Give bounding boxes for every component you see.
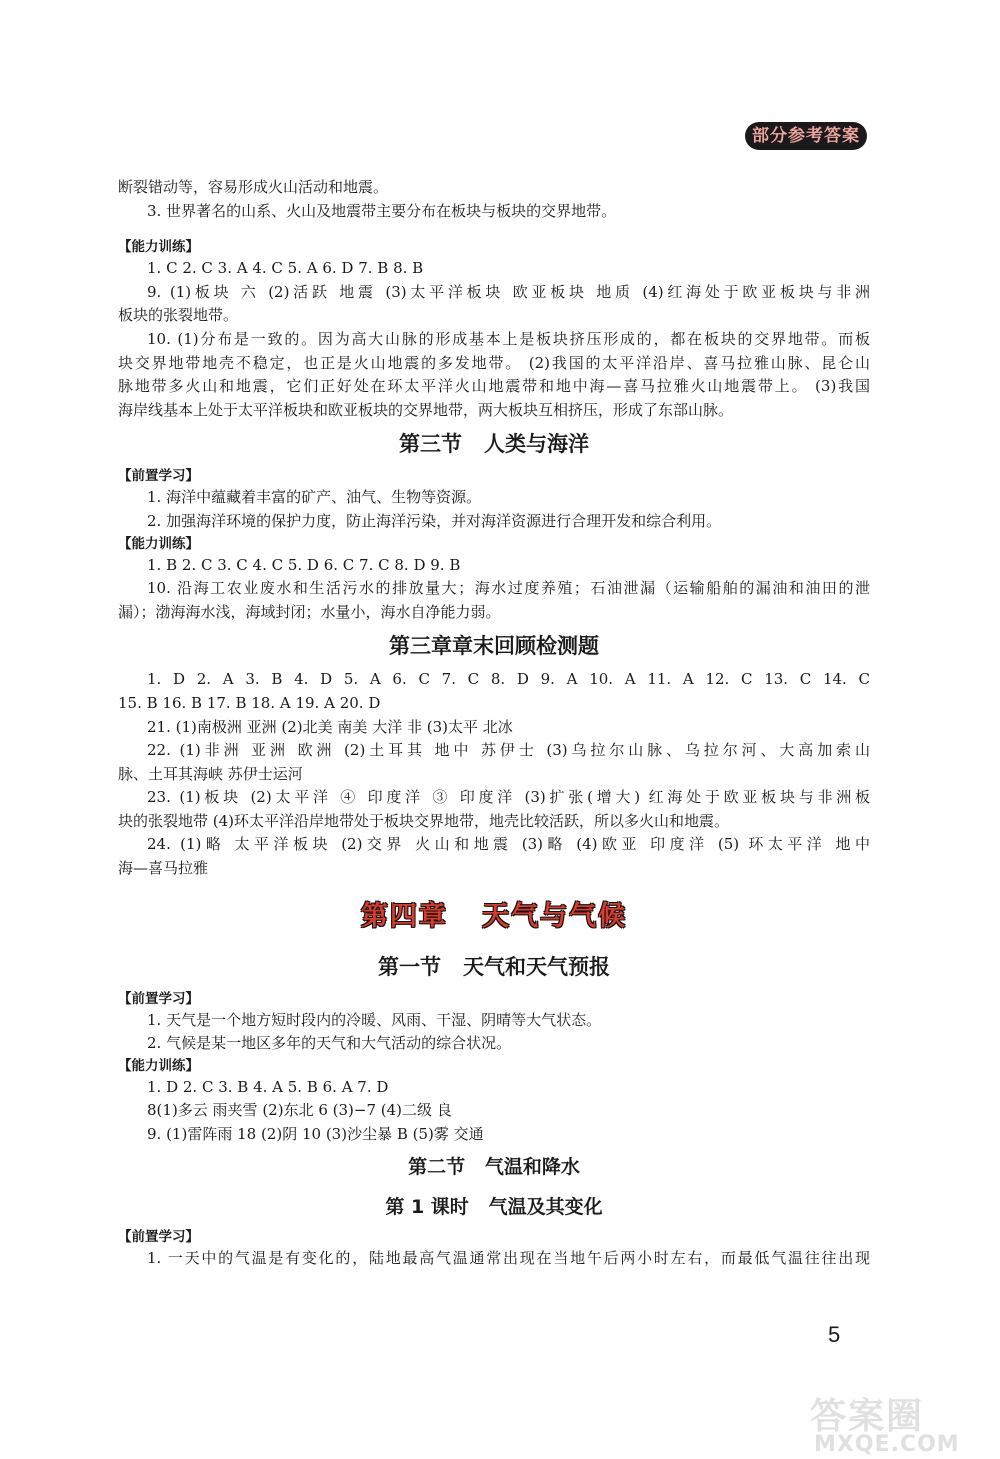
answer-line: 海岸线基本上处于太平洋板块和欧亚板块的交界地带，两大板块互相挤压，形成了东部山脉。 <box>118 400 734 419</box>
answer-line: 1. 一天中的气温是有变化的，陆地最高气温通常出现在当地午后两小时左右，而最低气温往往出现 <box>147 1248 870 1267</box>
section-heading: 第二节 气温和降水 <box>408 1155 580 1178</box>
answer-line: 板块的张裂地带。 <box>118 306 239 325</box>
page-content <box>118 176 870 1270</box>
section-heading: 第一节 天气和天气预报 <box>378 954 610 979</box>
section-tag: 【能力训练】 <box>118 1057 199 1074</box>
answer-line: 10. (1)分布是一致的。因为高大山脉的形成基本上是板块挤压形成的，都在板块的交界地带。而板 <box>147 329 870 348</box>
section-heading: 第三章章末回顾检测题 <box>389 634 599 659</box>
answer-line: 23. (1)板块 (2)太平洋 ④ 印度洋 ③ 印度洋 (3)扩张(增大) 红海处于欧亚板块与非洲板 <box>147 788 870 807</box>
answer-line: 15. B 16. B 17. B 18. A 19. A 20. D <box>118 693 381 712</box>
section-tag: 【能力训练】 <box>118 239 199 256</box>
answer-line: 9. (1)板块 六 (2)活跃 地震 (3)太平洋板块 欧亚板块 地质 (4)红海处于欧亚板块与非洲 <box>147 282 870 301</box>
chapter-heading: 第四章 天气与气候 <box>360 900 628 932</box>
section-tag: 【前置学习】 <box>118 990 199 1007</box>
section-heading: 第三节 人类与海洋 <box>399 432 589 457</box>
answer-line: 1. D 2. A 3. B 4. D 5. A 6. C 7. C 8. D 9. A 10. A 11. A 12. C 13. C 14. C <box>147 670 870 689</box>
watermark-logo-text: 答案圈 <box>810 1396 925 1437</box>
section-tag: 【能力训练】 <box>118 535 199 552</box>
page-number: 5 <box>828 1322 841 1347</box>
answer-key-badge: 部分参考答案 <box>745 122 867 150</box>
answer-line: 1. D 2. C 3. B 4. A 5. B 6. A 7. D <box>147 1077 389 1096</box>
answer-line: 块交界地带地壳不稳定，也正是火山地震的多发地带。 (2)我国的太平洋沿岸、喜马拉雅山脉、昆仑山 <box>118 353 870 372</box>
paragraph-line: 断裂错动等，容易形成火山活动和地震。 <box>118 178 389 196</box>
section-tag: 【前置学习】 <box>118 468 199 485</box>
answer-line: 2. 气候是某一地区多年的天气和大气活动的综合状况。 <box>147 1034 512 1053</box>
answer-line: 8(1)多云 雨夹雪 (2)东北 6 (3)−7 (4)二级 良 <box>147 1101 452 1120</box>
answer-line: 1. B 2. C 3. C 4. C 5. D 6. C 7. C 8. D 9. B <box>147 555 461 574</box>
answer-line: 脉地带多火山和地震，它们正好处在环太平洋火山地震带和地中海—喜马拉雅火山地震带上。 (3)我国 <box>118 377 870 396</box>
watermark-url: MXQE.COM <box>814 1432 960 1457</box>
answer-line: 1. C 2. C 3. A 4. C 5. A 6. D 7. B 8. B <box>147 259 424 278</box>
answer-line: 3. 世界著名的山系、火山及地震带主要分布在板块与板块的交界地带。 <box>147 201 617 220</box>
answer-line: 24. (1)略 太平洋板块 (2)交界 火山和地震 (3)略 (4)欧亚 印度洋 (5) 环太平洋 地中 <box>147 835 870 854</box>
answer-line: 漏）；渤海海水浅，海域封闭；水量小，海水自净能力弱。 <box>118 602 501 621</box>
lesson-heading: 第 1 课时 气温及其变化 <box>385 1195 603 1218</box>
answer-line: 1. 天气是一个地方短时段内的冷暖、风雨、干湿、阴晴等大气状态。 <box>147 1010 602 1029</box>
answer-line: 21. (1)南极洲 亚洲 (2)北美 南美 大洋 非 (3)太平 北冰 <box>147 717 513 736</box>
answer-line: 海—喜马拉雅 <box>118 859 209 878</box>
answer-line: 10. 沿海工农业废水和生活污水的排放量大；海水过度养殖；石油泄漏（运输船舶的漏油和油田的泄 <box>147 579 870 598</box>
answer-line: 脉、土耳其海峡 苏伊士运河 <box>118 764 303 783</box>
answer-line: 22. (1)非洲 亚洲 欧洲 (2)土耳其 地中 苏伊士 (3)乌拉尔山脉、乌拉尔河、大高加索山 <box>147 741 870 760</box>
answer-line: 1. 海洋中蕴藏着丰富的矿产、油气、生物等资源。 <box>147 488 482 507</box>
watermark-logo <box>800 1388 1000 1459</box>
answer-line: 2. 加强海洋环境的保护力度，防止海洋污染，并对海洋资源进行合理开发和综合利用。 <box>147 511 722 530</box>
answer-line: 块的张裂地带 (4)环太平洋沿岸地带处于板块交界地带，地壳比较活跃，所以多火山和地震。 <box>118 811 730 830</box>
answer-line: 9. (1)雷阵雨 18 (2)阴 10 (3)沙尘暴 B (5)雾 交通 <box>147 1125 484 1144</box>
section-tag: 【前置学习】 <box>118 1228 199 1245</box>
